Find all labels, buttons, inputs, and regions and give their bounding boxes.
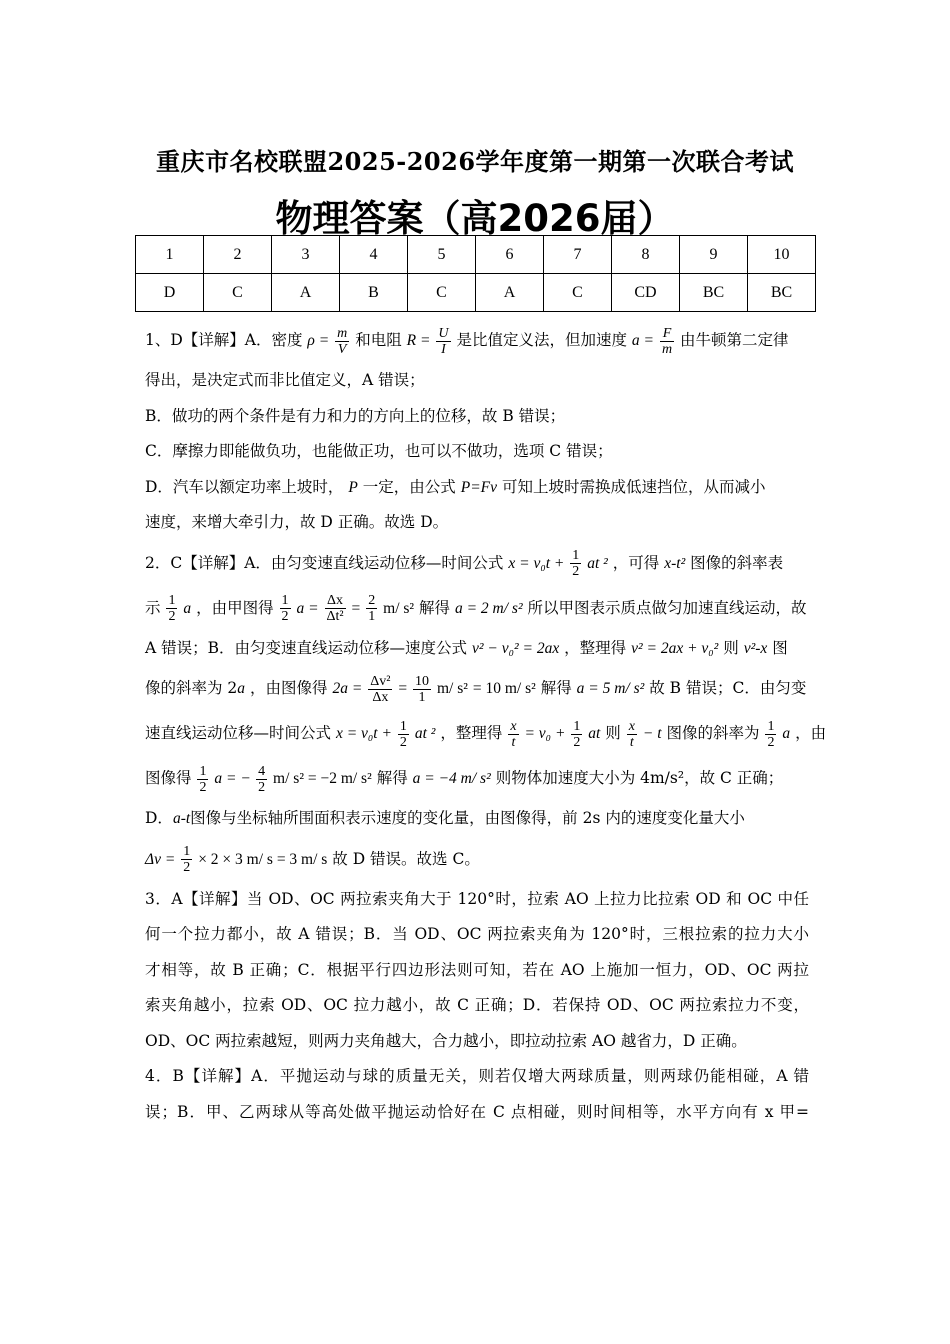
numerator: 2 <box>368 593 376 608</box>
numerator: m <box>337 325 348 341</box>
numerator: 1 <box>399 718 407 734</box>
answer-cell: A <box>476 274 544 312</box>
fraction-u-over-i <box>436 326 450 357</box>
text: A 错误；B．由匀变速直线运动位移—速度公式 <box>145 638 468 657</box>
text: 则物体加速度大小为 4m/s²，故 C 正确； <box>495 769 784 787</box>
q3-line-2: 何一个拉力都小，故 A 错误；B．当 OD、OC 两拉索夹角为 120°时，三根拉索的拉力大小 <box>145 925 809 943</box>
denominator: 2 <box>281 609 289 624</box>
answer-cell: C <box>544 274 612 312</box>
question-number-cell: 7 <box>544 236 612 274</box>
text: ，可得 <box>612 553 660 572</box>
formula: = 10 m/ s² <box>472 680 536 697</box>
unit: m/ s² <box>436 680 468 697</box>
denominator: Δt² <box>326 609 344 624</box>
numerator: 1 <box>199 763 207 779</box>
text: 速直线运动位移—时间公式 <box>145 724 332 742</box>
text: 示 <box>145 598 161 617</box>
numerator: F <box>662 325 672 341</box>
q2-line-5 <box>145 711 827 756</box>
q2-line-7 <box>145 801 809 837</box>
equals-sign: = <box>398 680 408 697</box>
numerator: Δv² <box>370 673 391 689</box>
text: 和电阻 <box>355 331 402 349</box>
formula: P=Fv <box>460 478 498 496</box>
resistance-symbol: R = <box>406 332 431 349</box>
q1-line-1 <box>145 318 809 363</box>
formula <box>307 332 329 349</box>
formula: x = v₀t + <box>335 725 392 742</box>
text: 解得 <box>419 598 451 617</box>
fraction-one-half <box>765 719 776 750</box>
denominator: 1 <box>418 689 426 705</box>
fraction-one-half <box>571 719 582 750</box>
denominator: 2 <box>767 734 775 750</box>
denominator: t <box>629 734 634 750</box>
numerator: 1 <box>168 593 176 608</box>
fraction-x-over-t <box>627 719 637 750</box>
fraction-one-half <box>280 593 291 624</box>
numerator: U <box>438 325 449 341</box>
answer-cell: BC <box>680 274 748 312</box>
formula: a = 2 m/ s² <box>454 599 523 617</box>
text: 图像的斜率为 <box>666 724 760 742</box>
rho-symbol: ρ = <box>307 332 330 349</box>
answer-title: 物理答案（高2026届） <box>275 197 675 240</box>
question-number-cell: 10 <box>748 236 816 274</box>
text: 一定，由公式 <box>362 477 456 496</box>
denominator: Δx <box>372 689 389 705</box>
formula: x-t² <box>664 554 686 572</box>
q3-line-4: 索夹角越小，拉索 OD、OC 拉力越小，故 C 正确；D．若保持 OD、OC 两拉索拉力不变， <box>145 996 809 1014</box>
acceleration-symbol: a = <box>631 332 655 349</box>
fraction-dx-over-dt2 <box>325 593 346 624</box>
q2-line-6 <box>145 756 809 801</box>
text: 可知上坡时需换成低速挡位，从而减小 <box>501 477 766 496</box>
numerator: x <box>628 718 635 734</box>
solutions-body <box>145 318 827 1130</box>
q2-line-1 <box>145 541 809 586</box>
text: ，整理得 <box>564 638 627 657</box>
text: 解得 <box>540 679 572 697</box>
fraction-f-over-m <box>660 326 674 357</box>
question-number-cell: 4 <box>340 236 408 274</box>
answer-cell: C <box>408 274 476 312</box>
q1-line-5 <box>145 470 809 506</box>
fraction-one-half <box>398 719 409 750</box>
formula: at ² <box>414 725 436 742</box>
denominator: 2 <box>572 564 580 579</box>
q3-line-3: 才相等，故 B 正确；C．根据平行四边形法则可知，若在 AO 上施加一恒力，OD、OC 两拉 <box>145 960 809 979</box>
text: 则 <box>723 638 739 657</box>
formula: Δv = <box>145 850 176 868</box>
fraction-one-half <box>166 593 177 624</box>
q3-line-1: 3．A【详解】当 OD、OC 两拉索夹角大于 120°时，拉索 AO 上拉力比拉索 OD 和 OC 中任 <box>145 889 809 908</box>
text: 图 <box>772 638 788 657</box>
answer-table <box>135 235 816 312</box>
numerator: 1 <box>767 718 775 734</box>
answer-cell: A <box>272 274 340 312</box>
q2-line-4 <box>145 666 809 711</box>
text: 1、D【详解】A．密度 <box>145 331 303 349</box>
denominator: I <box>441 341 446 357</box>
denominator: 2 <box>258 779 266 795</box>
numerator: 10 <box>415 673 430 689</box>
numerator: 1 <box>183 844 191 859</box>
exam-title: 重庆市名校联盟2025-2026学年度第一期第一次联合考试 <box>155 147 795 176</box>
minus-sign: − <box>241 770 251 787</box>
formula: v² = 2ax + v₀² <box>631 639 719 657</box>
q2-line-3 <box>145 631 809 667</box>
question-number-cell: 3 <box>272 236 340 274</box>
formula: 2a = <box>332 680 363 697</box>
q4-line-1: 4．B【详解】A．平抛运动与球的质量无关，则若仅增大两球质量，则两球仍能相碰，A 错 <box>145 1067 809 1085</box>
text: D．汽车以额定功率上坡时， <box>145 477 344 496</box>
fraction-x-over-t <box>508 719 518 750</box>
text: 像的斜率为 2 <box>145 679 238 697</box>
text: 故 B 错误；C．由匀变 <box>649 679 807 697</box>
text: ，由甲图得 <box>196 598 274 617</box>
q1-line-3: B．做功的两个条件是有力和力的方向上的位移，故 B 错误； <box>145 406 566 425</box>
text: 由牛顿第二定律 <box>680 331 789 349</box>
text: 图像的斜率表 <box>690 553 784 572</box>
text: 2．C【详解】A．由匀变速直线运动位移—时间公式 <box>145 553 504 572</box>
formula: m/ s² = −2 m/ s² <box>273 770 372 787</box>
text: 故 D 错误。故选 C。 <box>332 849 480 868</box>
text: 图像得 <box>145 769 192 787</box>
denominator: t <box>511 734 516 750</box>
numerator: Δx <box>325 593 346 609</box>
formula: × 2 × 3 m/ s = 3 m/ s <box>198 850 328 868</box>
text: ，整理得 <box>440 724 503 742</box>
text: ，由 <box>795 724 827 742</box>
formula: a = −4 m/ s² <box>412 770 491 787</box>
power-symbol: P <box>348 478 358 496</box>
question-number-cell: 2 <box>204 236 272 274</box>
fraction-one-half <box>181 844 192 875</box>
text: 所以甲图表示质点做匀加速直线运动，故 <box>527 598 807 617</box>
fraction-m-over-v <box>335 326 349 357</box>
formula: v²-x <box>743 639 768 657</box>
denominator: 2 <box>573 734 581 750</box>
denominator: 2 <box>199 779 207 795</box>
text: D． <box>145 809 173 827</box>
fraction-dv2-over-dx <box>368 674 392 705</box>
denominator: 2 <box>183 860 191 875</box>
acceleration-symbol: a <box>782 725 791 742</box>
answer-cell: CD <box>612 274 680 312</box>
answer-cell: BC <box>748 274 816 312</box>
formula: at ² <box>587 554 608 572</box>
denominator: 2 <box>399 734 407 750</box>
formula: x = v₀t + <box>508 554 565 572</box>
formula: v² − v₀² = 2ax <box>471 639 560 657</box>
denominator: 1 <box>368 609 376 624</box>
formula: a = 5 m/ s² <box>576 680 645 697</box>
formula: − t <box>642 725 662 742</box>
formula: at <box>588 725 601 742</box>
question-number-cell: 1 <box>136 236 204 274</box>
acceleration-symbol: a <box>183 599 192 617</box>
answer-cell: D <box>136 274 204 312</box>
fraction-four-over-two <box>256 764 267 795</box>
numerator: x <box>510 718 517 734</box>
denominator: m <box>661 341 673 357</box>
answer-table-answers-row <box>136 274 816 312</box>
text: ，由图像得 <box>249 679 328 697</box>
numerator: 4 <box>258 763 266 779</box>
q2-line-8 <box>145 837 809 882</box>
fraction-two-over-one <box>366 593 377 624</box>
question-number-cell: 8 <box>612 236 680 274</box>
question-number-cell: 5 <box>408 236 476 274</box>
answer-cell: C <box>204 274 272 312</box>
formula: a = <box>296 599 319 617</box>
formula: = v₀ + <box>524 725 566 742</box>
answer-cell: B <box>340 274 408 312</box>
q2-line-2 <box>145 586 809 631</box>
formula: a = <box>214 770 237 787</box>
fraction-ten-over-one <box>413 674 431 705</box>
text: 是比值定义法，但加速度 <box>456 331 627 349</box>
numerator: 1 <box>281 593 289 608</box>
text: 解得 <box>376 769 408 787</box>
numerator: 1 <box>572 548 580 563</box>
text: 则 <box>605 724 621 742</box>
q1-line-2: 得出，是决定式而非比值定义，A 错误； <box>145 371 425 389</box>
text: 图像与坐标轴所围面积表示速度的变化量，由图像得，前 2s 内的速度变化量大小 <box>190 809 745 827</box>
denominator: V <box>337 341 347 357</box>
fraction-one-half <box>197 764 208 795</box>
equals-sign: = <box>351 599 361 617</box>
fraction-one-half <box>570 548 581 579</box>
numerator: 1 <box>573 718 581 734</box>
denominator: 2 <box>168 609 176 624</box>
q1-line-4: C．摩擦力即能做负功，也能做正功，也可以不做功，选项 C 错误； <box>145 442 613 460</box>
question-number-cell: 6 <box>476 236 544 274</box>
q3-line-5: OD、OC 两拉索越短，则两力夹角越大，合力越小，即拉动拉索 AO 越省力，D 正确。 <box>145 1031 747 1050</box>
acceleration-symbol: a <box>237 680 246 697</box>
answer-table-numbers-row <box>136 236 816 274</box>
formula: a-t <box>172 810 191 827</box>
question-number-cell: 9 <box>680 236 748 274</box>
unit: m/ s² <box>383 599 415 617</box>
q1-line-6: 速度，来增大牵引力，故 D 正确。故选 D。 <box>145 513 449 531</box>
q4-line-2: 误；B．甲、乙两球从等高处做平抛运动恰好在 C 点相碰，则时间相等，水平方向有 x 甲= <box>145 1102 809 1121</box>
